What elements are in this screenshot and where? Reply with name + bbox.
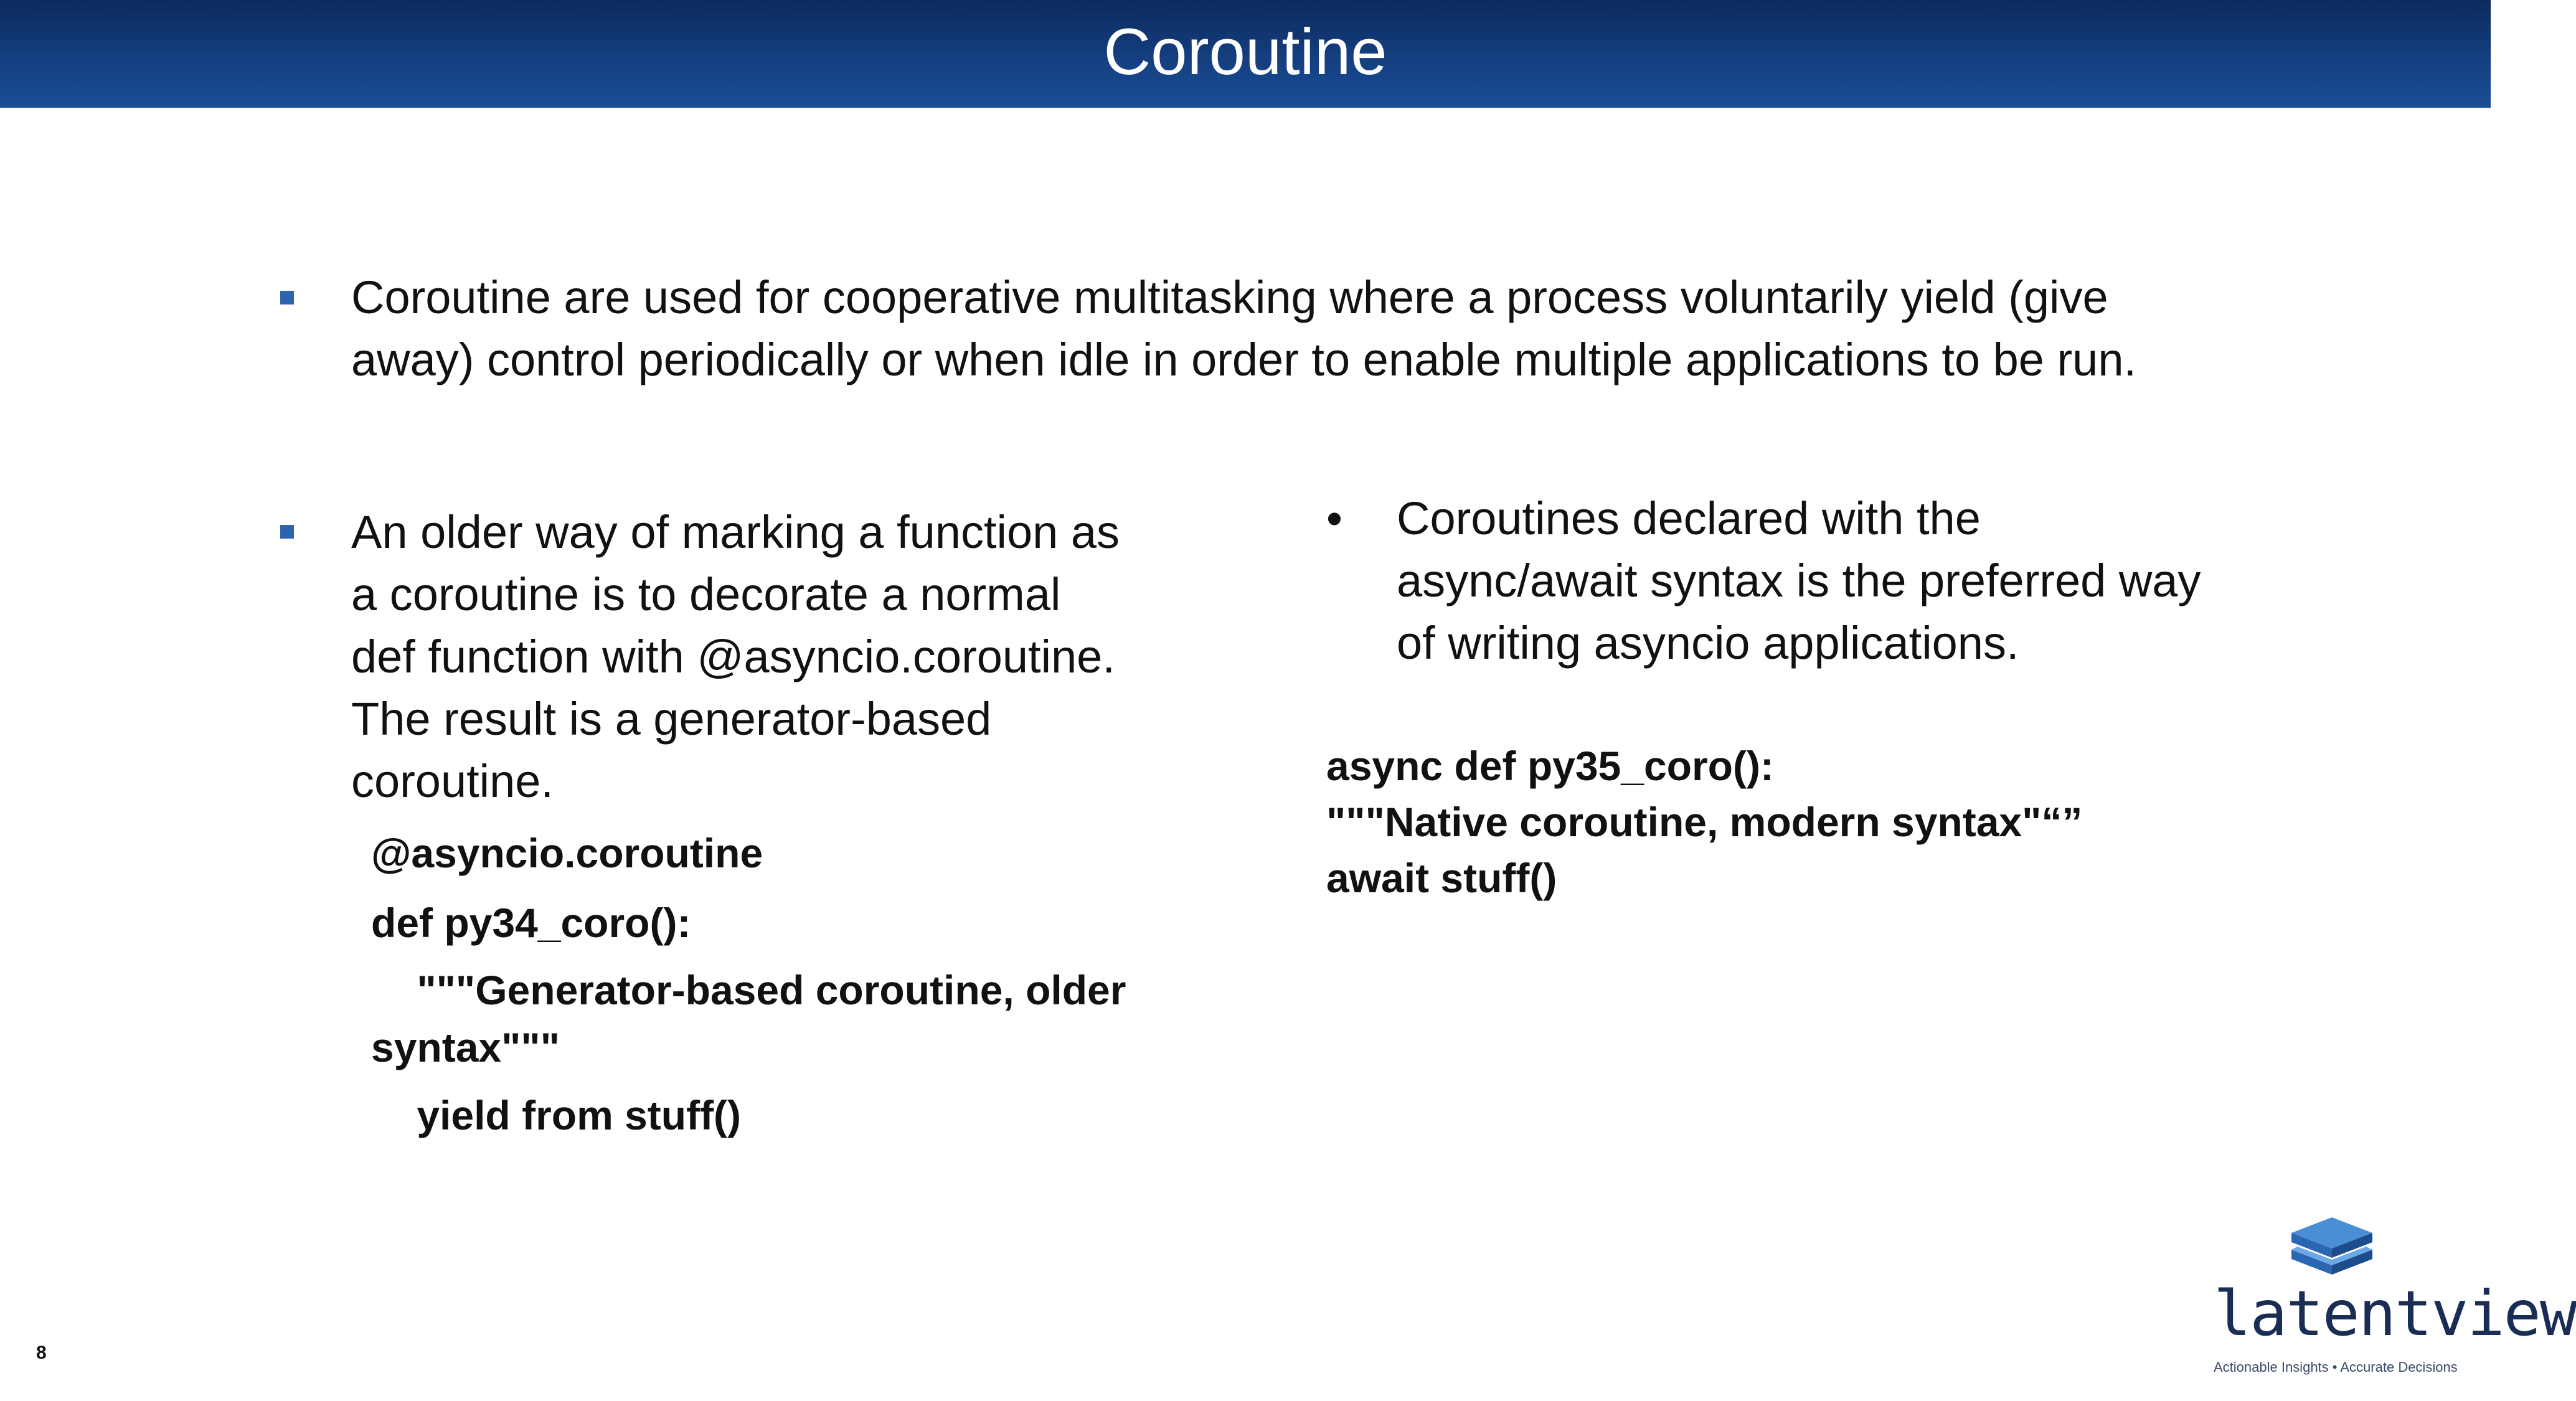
layered-cube-icon xyxy=(2214,1211,2450,1286)
page-number: 8 xyxy=(36,1342,47,1363)
left-code-line-5: yield from stuff() xyxy=(371,1092,741,1138)
left-bullet-line-2: a coroutine is to decorate a normal xyxy=(351,568,1061,620)
bullet-square-icon xyxy=(280,525,294,539)
bullet-square-icon xyxy=(280,291,294,304)
left-code-line-3: """Generator-based coroutine, older xyxy=(371,967,1126,1013)
left-bullet-line-1: An older way of marking a function as xyxy=(351,506,1120,558)
intro-bullet-line-1: Coroutine are used for cooperative multitasking where a process voluntarily yield (give xyxy=(351,271,2108,323)
left-bullet-line-5: coroutine. xyxy=(351,755,554,807)
left-code-line-1: @asyncio.coroutine xyxy=(371,830,763,876)
left-bullet-line-3: def function with @asyncio.coroutine. xyxy=(351,631,1115,682)
left-bullet-line-4: The result is a generator-based xyxy=(351,693,992,745)
bullet-dot-icon: • xyxy=(1326,493,1342,544)
right-code-line-1: async def py35_coro(): xyxy=(1326,743,1774,789)
logo-tagline: Actionable Insights • Accurate Decisions xyxy=(2214,1359,2458,1375)
right-bullet-line-1: Coroutines declared with the xyxy=(1397,493,1981,544)
intro-bullet-line-2: away) control periodically or when idle in order to enable multiple applications to be run. xyxy=(351,334,2137,385)
right-bullet-line-3: of writing asyncio applications. xyxy=(1397,617,2019,669)
right-code-line-2: """Native coroutine, modern syntax"“” xyxy=(1326,799,2083,845)
latentview-logo xyxy=(2214,1211,2576,1385)
logo-wordmark: latentview xyxy=(2214,1277,2576,1350)
left-code-line-2: def py34_coro(): xyxy=(371,900,691,946)
left-code-line-4: syntax""" xyxy=(371,1024,560,1070)
title-bar xyxy=(0,0,2491,108)
slide-title: Coroutine xyxy=(1103,16,1387,88)
right-bullet-line-2: async/await syntax is the preferred way xyxy=(1397,555,2201,606)
right-code-line-3: await stuff() xyxy=(1326,855,1557,901)
